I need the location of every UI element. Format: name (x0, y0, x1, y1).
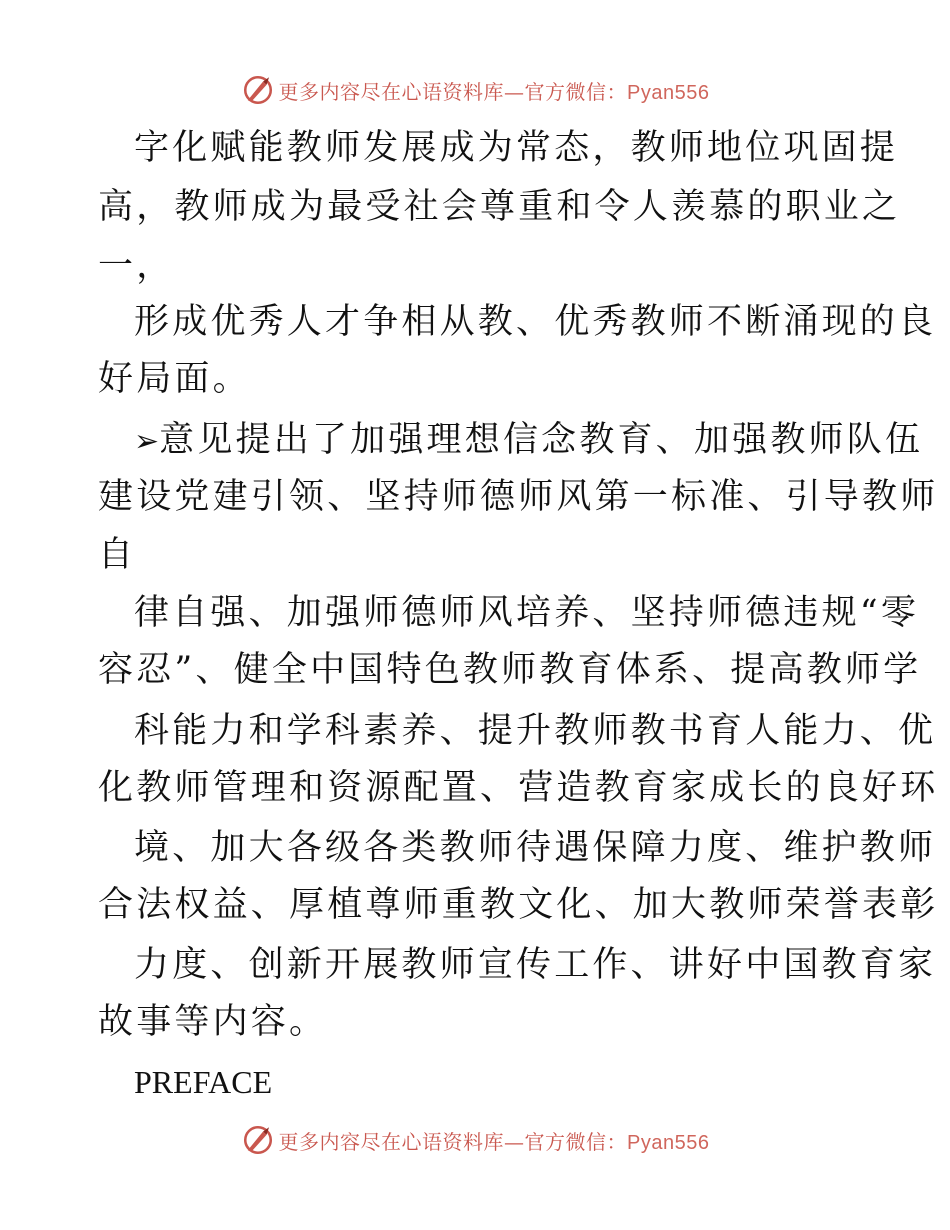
text-line: 律自强、加强师德师风培养、坚持师德违规“零 (134, 593, 920, 633)
text-line: 一， (98, 246, 175, 286)
text-line: 化教师管理和资源配置、营造教育家成长的良好环 (98, 768, 939, 808)
quill-pen-logo-icon (241, 1123, 275, 1157)
text-line: 形成优秀人才争相从教、优秀教师不断涌现的良 (134, 302, 937, 342)
arrow-bullet-icon: ➢ (134, 424, 160, 459)
text-line: 建设党建引领、坚持师德师风第一标准、引导教师 (98, 477, 939, 517)
watermark-separator: — (504, 79, 525, 104)
watermark-main-text: 更多内容尽在心语资料库 (278, 1129, 505, 1154)
watermark-wechat-id: Pyan556 (627, 1131, 710, 1154)
text-line: 意见提出了加强理想信念教育、加强教师队伍 (159, 420, 924, 460)
text-line: 好局面。 (98, 359, 251, 399)
watermark-wechat-id: Pyan556 (627, 81, 710, 104)
watermark-official-label: 官方微信： (524, 1129, 628, 1154)
watermark-text (279, 1126, 710, 1155)
text-line: 科能力和学科素养、提升教师教书育人能力、优 (134, 711, 937, 751)
bullet-line (134, 420, 923, 462)
preface-heading: PREFACE (134, 1064, 273, 1100)
footer-watermark (0, 1120, 950, 1160)
watermark-separator: — (504, 1129, 525, 1154)
watermark-main-text: 更多内容尽在心语资料库 (278, 79, 505, 104)
text-line: 自 (98, 535, 137, 575)
text-line: 高，教师成为最受社会尊重和令人羡慕的职业之 (98, 187, 901, 227)
text-line: 容忍”、健全中国特色教师教育体系、提高教师学 (98, 650, 922, 690)
text-line: 境、加大各级各类教师待遇保障力度、维护教师 (134, 828, 937, 868)
text-line: 字化赋能教师发展成为常态，教师地位巩固提 (134, 128, 899, 168)
text-line: 故事等内容。 (98, 1002, 328, 1042)
text-line: 力度、创新开展教师宣传工作、讲好中国教育家 (134, 945, 937, 985)
watermark-official-label: 官方微信： (524, 79, 628, 104)
text-line: 合法权益、厚植尊师重教文化、加大教师荣誉表彰 (98, 885, 939, 925)
